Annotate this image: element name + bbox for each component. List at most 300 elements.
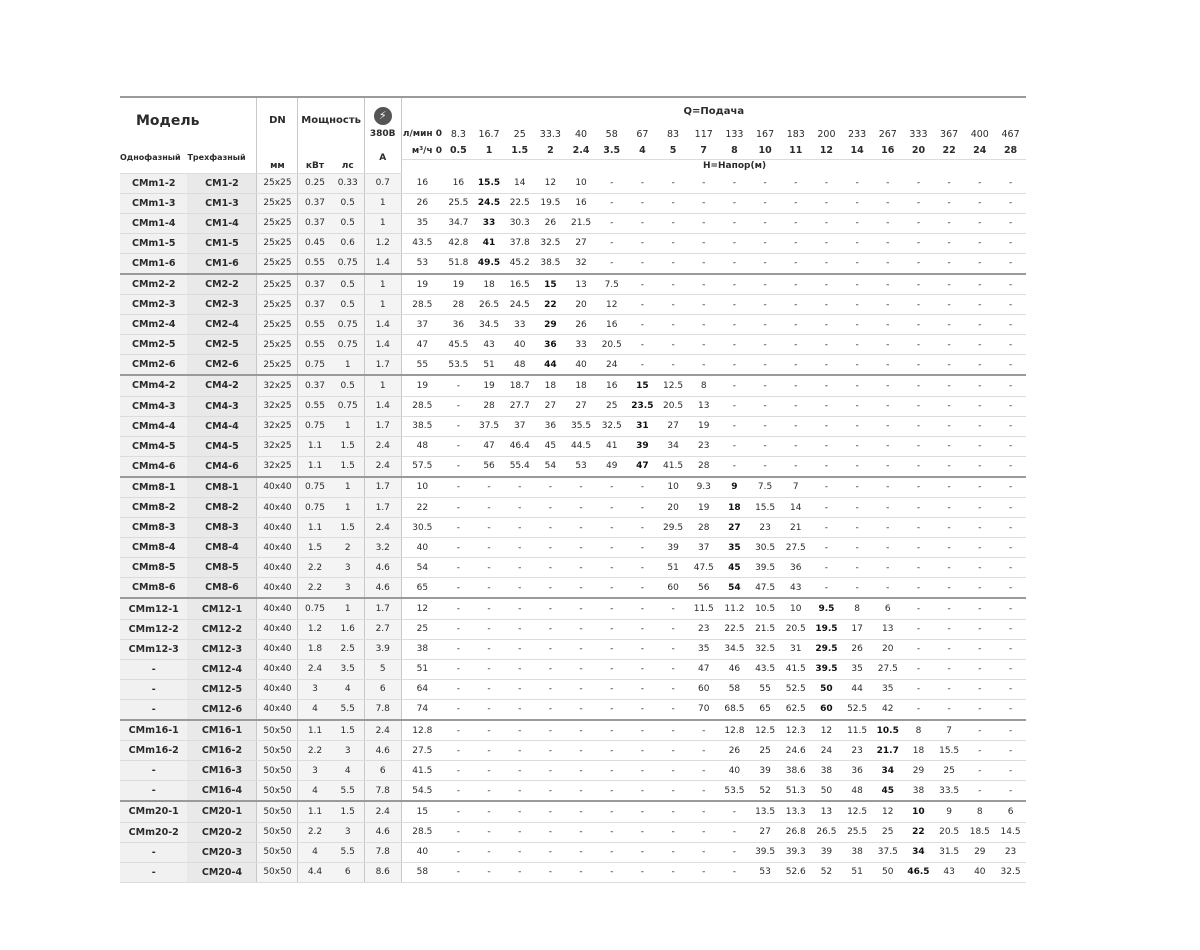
- head-value: -: [535, 801, 566, 822]
- head-value: -: [474, 781, 505, 802]
- head-value: -: [443, 822, 474, 842]
- table-row: [120, 741, 1026, 761]
- head-value: -: [964, 233, 995, 253]
- table-row: [120, 518, 1026, 538]
- head-value: -: [535, 761, 566, 781]
- table-row: [120, 477, 1026, 498]
- table-row: [120, 619, 1026, 639]
- table-row: [120, 639, 1026, 659]
- table-row: [120, 679, 1026, 699]
- head-value: 28: [474, 396, 505, 416]
- head-value: 8: [842, 598, 873, 619]
- head-value: -: [780, 396, 811, 416]
- head-value: -: [995, 193, 1026, 213]
- head-value: -: [688, 173, 719, 193]
- unit-mm: мм: [257, 143, 298, 173]
- head-value: 12.3: [780, 720, 811, 741]
- kw-value: 3: [298, 761, 332, 781]
- head-value: -: [872, 578, 903, 599]
- head-value: -: [535, 518, 566, 538]
- head-value: 10.5: [872, 720, 903, 741]
- head-value: 6: [995, 801, 1026, 822]
- head-value: -: [964, 335, 995, 355]
- head-value: -: [842, 295, 873, 315]
- head-value: -: [811, 315, 842, 335]
- head-value: 22: [903, 822, 934, 842]
- head-value: 51.8: [443, 253, 474, 274]
- head-value: -: [566, 578, 597, 599]
- head-value: -: [474, 720, 505, 741]
- pump-performance-table: [120, 96, 1026, 883]
- head-value: 47.5: [688, 558, 719, 578]
- head-value: -: [995, 274, 1026, 295]
- single-phase-model: CMm4-2: [120, 375, 187, 396]
- head-value: 55: [750, 679, 781, 699]
- single-phase-model: CMm20-2: [120, 822, 187, 842]
- three-phase-model: CM16-1: [187, 720, 257, 741]
- head-value: 34.7: [443, 213, 474, 233]
- head-value: 26.8: [780, 822, 811, 842]
- head-value: -: [627, 173, 658, 193]
- head-zero: 38: [401, 639, 443, 659]
- m3h-value: 16: [872, 143, 903, 159]
- head-value: -: [903, 639, 934, 659]
- table-row: [120, 436, 1026, 456]
- dn-value: 40x40: [257, 699, 298, 720]
- head-value: -: [964, 538, 995, 558]
- head-value: 54: [719, 578, 750, 599]
- head-value: 38.6: [780, 761, 811, 781]
- head-value: -: [658, 233, 689, 253]
- three-phase-model: CM8-2: [187, 498, 257, 518]
- head-value: 39: [658, 538, 689, 558]
- head-value: -: [995, 699, 1026, 720]
- head-value: -: [964, 253, 995, 274]
- table-row: [120, 335, 1026, 355]
- head-value: -: [719, 173, 750, 193]
- amp-value: 4.6: [364, 822, 401, 842]
- head-value: -: [658, 862, 689, 882]
- head-value: -: [658, 822, 689, 842]
- head-value: 7: [934, 720, 965, 741]
- head-value: 10.5: [750, 598, 781, 619]
- head-value: 43: [934, 862, 965, 882]
- head-value: -: [443, 558, 474, 578]
- head-value: -: [443, 375, 474, 396]
- table-row: [120, 396, 1026, 416]
- head-value: 53.5: [719, 781, 750, 802]
- kw-value: 2.2: [298, 578, 332, 599]
- table-row: [120, 558, 1026, 578]
- head-value: 52.6: [780, 862, 811, 882]
- head-value: 11.5: [688, 598, 719, 619]
- head-value: -: [688, 274, 719, 295]
- head-value: -: [780, 456, 811, 477]
- hp-value: 1.5: [332, 436, 365, 456]
- head-value: -: [872, 416, 903, 436]
- head-value: 39: [811, 842, 842, 862]
- head-value: -: [995, 578, 1026, 599]
- lmin-value: 367: [940, 128, 959, 140]
- head-value: -: [443, 720, 474, 741]
- three-phase-model: CM16-2: [187, 741, 257, 761]
- head-value: -: [934, 335, 965, 355]
- head-value: 46.4: [504, 436, 535, 456]
- head-value: -: [934, 295, 965, 315]
- head-value: -: [872, 396, 903, 416]
- head-value: -: [964, 720, 995, 741]
- head-value: -: [535, 720, 566, 741]
- head-value: -: [627, 741, 658, 761]
- head-value: -: [627, 253, 658, 274]
- hp-value: 3.5: [332, 659, 365, 679]
- head-value: -: [903, 396, 934, 416]
- head-value: -: [504, 477, 535, 498]
- head-value: 45: [872, 781, 903, 802]
- head-value: 26.5: [811, 822, 842, 842]
- head-value: -: [903, 518, 934, 538]
- head-zero: 57.5: [401, 456, 443, 477]
- head-value: 11.2: [719, 598, 750, 619]
- head-value: -: [934, 619, 965, 639]
- table-row: [120, 416, 1026, 436]
- head-zero: 22: [401, 498, 443, 518]
- head-value: 53: [750, 862, 781, 882]
- dn-value: 40x40: [257, 477, 298, 498]
- head-value: -: [750, 416, 781, 436]
- head-value: -: [658, 619, 689, 639]
- dn-value: 32x25: [257, 416, 298, 436]
- head-value: 28: [688, 456, 719, 477]
- head-value: -: [443, 699, 474, 720]
- head-value: -: [566, 679, 597, 699]
- head-value: -: [535, 498, 566, 518]
- head-zero: 41.5: [401, 761, 443, 781]
- head-value: -: [964, 355, 995, 376]
- head-value: -: [872, 436, 903, 456]
- head-value: -: [566, 801, 597, 822]
- head-value: -: [811, 518, 842, 538]
- head-value: -: [596, 659, 627, 679]
- head-value: -: [811, 233, 842, 253]
- head-value: -: [811, 558, 842, 578]
- head-value: -: [504, 578, 535, 599]
- amp-value: 1.4: [364, 253, 401, 274]
- head-value: 34.5: [474, 315, 505, 335]
- head-value: 38.5: [535, 253, 566, 274]
- unit-kw: кВт: [298, 143, 332, 173]
- head-value: -: [842, 456, 873, 477]
- head-value: -: [688, 233, 719, 253]
- head-value: -: [964, 741, 995, 761]
- head-value: -: [596, 193, 627, 213]
- head-zero: 38.5: [401, 416, 443, 436]
- single-phase-model: CMm1-2: [120, 173, 187, 193]
- hp-value: 0.6: [332, 233, 365, 253]
- hp-value: 1.5: [332, 456, 365, 477]
- head-value: -: [995, 477, 1026, 498]
- single-phase-model: CMm12-3: [120, 639, 187, 659]
- head-value: 44: [842, 679, 873, 699]
- single-phase-model: CMm2-6: [120, 355, 187, 376]
- head-value: -: [535, 619, 566, 639]
- head-value: 38: [903, 781, 934, 802]
- head-value: -: [934, 193, 965, 213]
- head-value: 21: [780, 518, 811, 538]
- head-zero: 53: [401, 253, 443, 274]
- head-value: -: [842, 538, 873, 558]
- lmin-value: 83: [667, 128, 680, 140]
- three-phase-model: CM12-3: [187, 639, 257, 659]
- head-value: -: [658, 295, 689, 315]
- head-value: -: [443, 598, 474, 619]
- head-value: 28: [688, 518, 719, 538]
- head-value: -: [596, 679, 627, 699]
- head-value: 15: [627, 375, 658, 396]
- head-value: -: [872, 355, 903, 376]
- head-value: -: [995, 295, 1026, 315]
- table-row: [120, 193, 1026, 213]
- head-value: -: [964, 498, 995, 518]
- head-value: -: [443, 741, 474, 761]
- table-row: [120, 253, 1026, 274]
- head-value: -: [627, 679, 658, 699]
- head-value: -: [842, 233, 873, 253]
- head-value: 18: [903, 741, 934, 761]
- head-value: -: [995, 558, 1026, 578]
- head-value: -: [903, 253, 934, 274]
- head-value: -: [995, 761, 1026, 781]
- three-phase-model: CM12-6: [187, 699, 257, 720]
- head-value: -: [596, 862, 627, 882]
- kw-value: 0.37: [298, 375, 332, 396]
- head-value: -: [596, 233, 627, 253]
- head-value: 32.5: [535, 233, 566, 253]
- head-value: 11.5: [842, 720, 873, 741]
- head-value: -: [719, 436, 750, 456]
- head-value: -: [964, 598, 995, 619]
- head-value: -: [627, 619, 658, 639]
- single-phase-model: CMm1-3: [120, 193, 187, 213]
- head-value: 19: [474, 375, 505, 396]
- head-value: -: [842, 375, 873, 396]
- head-value: -: [934, 679, 965, 699]
- amp-value: 1: [364, 213, 401, 233]
- hp-value: 1: [332, 498, 365, 518]
- head-value: -: [443, 761, 474, 781]
- dn-value: 32x25: [257, 436, 298, 456]
- head-value: 48: [504, 355, 535, 376]
- head-value: -: [872, 456, 903, 477]
- head-value: -: [995, 781, 1026, 802]
- head-value: 39: [627, 436, 658, 456]
- head-value: 39.5: [750, 558, 781, 578]
- head-value: -: [474, 822, 505, 842]
- head-value: 12: [535, 173, 566, 193]
- head-value: -: [995, 436, 1026, 456]
- dn-value: 25x25: [257, 335, 298, 355]
- head-value: 21.5: [566, 213, 597, 233]
- head-value: 45.5: [443, 335, 474, 355]
- amp-value: 5: [364, 659, 401, 679]
- head-value: 29.5: [658, 518, 689, 538]
- head-value: -: [811, 295, 842, 315]
- head-value: 13: [872, 619, 903, 639]
- head-value: -: [627, 558, 658, 578]
- head-value: 53: [566, 456, 597, 477]
- head-value: -: [719, 862, 750, 882]
- head-zero: 30.5: [401, 518, 443, 538]
- head-value: -: [903, 173, 934, 193]
- head-value: -: [872, 375, 903, 396]
- head-value: 19: [443, 274, 474, 295]
- head-value: 9.5: [811, 598, 842, 619]
- head-value: 16: [566, 193, 597, 213]
- head-value: -: [750, 173, 781, 193]
- three-phase-model: CM12-2: [187, 619, 257, 639]
- head-value: -: [627, 761, 658, 781]
- head-value: -: [474, 518, 505, 538]
- three-phase-model: CM8-6: [187, 578, 257, 599]
- head-value: 12.8: [719, 720, 750, 741]
- head-value: -: [780, 253, 811, 274]
- head-value: -: [474, 477, 505, 498]
- m3h-value: 2.4: [566, 143, 597, 159]
- head-value: -: [443, 416, 474, 436]
- head-value: 18: [566, 375, 597, 396]
- m3h-value: 0.5: [443, 143, 474, 159]
- head-value: 14: [780, 498, 811, 518]
- head-value: -: [443, 498, 474, 518]
- head-spacer: [401, 159, 443, 173]
- m3h-value: 10: [750, 143, 781, 159]
- head-value: -: [535, 822, 566, 842]
- head-value: 9: [934, 801, 965, 822]
- table-row: [120, 456, 1026, 477]
- head-value: -: [934, 355, 965, 376]
- kw-value: 1.8: [298, 639, 332, 659]
- head-value: 39.5: [811, 659, 842, 679]
- head-value: -: [658, 355, 689, 376]
- head-value: 29: [964, 842, 995, 862]
- head-value: 50: [811, 781, 842, 802]
- three-phase-model: CM8-3: [187, 518, 257, 538]
- hp-value: 1: [332, 355, 365, 376]
- head-value: 27: [719, 518, 750, 538]
- head-value: -: [811, 355, 842, 376]
- head-value: 46: [719, 659, 750, 679]
- head-value: -: [658, 193, 689, 213]
- head-value: 14: [504, 173, 535, 193]
- head-value: -: [934, 253, 965, 274]
- head-value: -: [535, 558, 566, 578]
- head-value: -: [964, 619, 995, 639]
- head-value: -: [658, 679, 689, 699]
- dn-value: 40x40: [257, 639, 298, 659]
- head-value: -: [719, 396, 750, 416]
- head-value: -: [658, 699, 689, 720]
- head-value: -: [535, 862, 566, 882]
- head-value: -: [903, 619, 934, 639]
- head-value: 70: [688, 699, 719, 720]
- head-value: -: [842, 253, 873, 274]
- head-value: 45: [535, 436, 566, 456]
- head-value: 10: [658, 477, 689, 498]
- head-value: 42.8: [443, 233, 474, 253]
- amp-value: 8.6: [364, 862, 401, 882]
- head-value: -: [566, 862, 597, 882]
- head-zero: 43.5: [401, 233, 443, 253]
- head-zero: 12.8: [401, 720, 443, 741]
- amp-value: 1.2: [364, 233, 401, 253]
- table-row: [120, 801, 1026, 822]
- head-value: -: [903, 538, 934, 558]
- head-value: 39.5: [750, 842, 781, 862]
- head-value: -: [443, 639, 474, 659]
- head-value: 13.3: [780, 801, 811, 822]
- head-value: 18: [719, 498, 750, 518]
- head-value: 20.5: [780, 619, 811, 639]
- head-value: -: [719, 416, 750, 436]
- head-value: 34.5: [719, 639, 750, 659]
- kw-value: 0.75: [298, 598, 332, 619]
- hp-value: 1.5: [332, 518, 365, 538]
- head-value: -: [627, 518, 658, 538]
- table-row: [120, 274, 1026, 295]
- head-value: -: [443, 477, 474, 498]
- head-value: 33.5: [934, 781, 965, 802]
- amp-value: 7.8: [364, 842, 401, 862]
- amp-value: 3.9: [364, 639, 401, 659]
- head-value: -: [688, 741, 719, 761]
- head-value: 25: [872, 822, 903, 842]
- head-value: -: [658, 801, 689, 822]
- head-value: -: [995, 233, 1026, 253]
- head-value: 18.5: [964, 822, 995, 842]
- dn-value: 40x40: [257, 538, 298, 558]
- head-value: -: [535, 781, 566, 802]
- kw-value: 1.5: [298, 538, 332, 558]
- head-value: -: [504, 862, 535, 882]
- head-value: -: [474, 761, 505, 781]
- head-value: -: [443, 862, 474, 882]
- head-value: 47: [688, 659, 719, 679]
- single-phase-model: CMm2-4: [120, 315, 187, 335]
- head-value: -: [627, 295, 658, 315]
- head-value: -: [964, 518, 995, 538]
- head-value: 18: [535, 375, 566, 396]
- head-value: 25: [596, 396, 627, 416]
- amp-value: 7.8: [364, 781, 401, 802]
- head-value: -: [719, 335, 750, 355]
- single-phase-model: -: [120, 761, 187, 781]
- dn-value: 25x25: [257, 193, 298, 213]
- voltage-cell: [364, 97, 401, 125]
- head-value: -: [903, 375, 934, 396]
- head-value: -: [995, 679, 1026, 699]
- head-value: -: [964, 679, 995, 699]
- head-value: 44.5: [566, 436, 597, 456]
- head-value: -: [627, 498, 658, 518]
- hp-value: 3: [332, 741, 365, 761]
- head-value: -: [872, 518, 903, 538]
- three-phase-model: CM4-2: [187, 375, 257, 396]
- head-value: -: [658, 253, 689, 274]
- head-value: -: [535, 538, 566, 558]
- head-value: -: [872, 253, 903, 274]
- amp-value: 7.8: [364, 699, 401, 720]
- head-value: 26: [566, 315, 597, 335]
